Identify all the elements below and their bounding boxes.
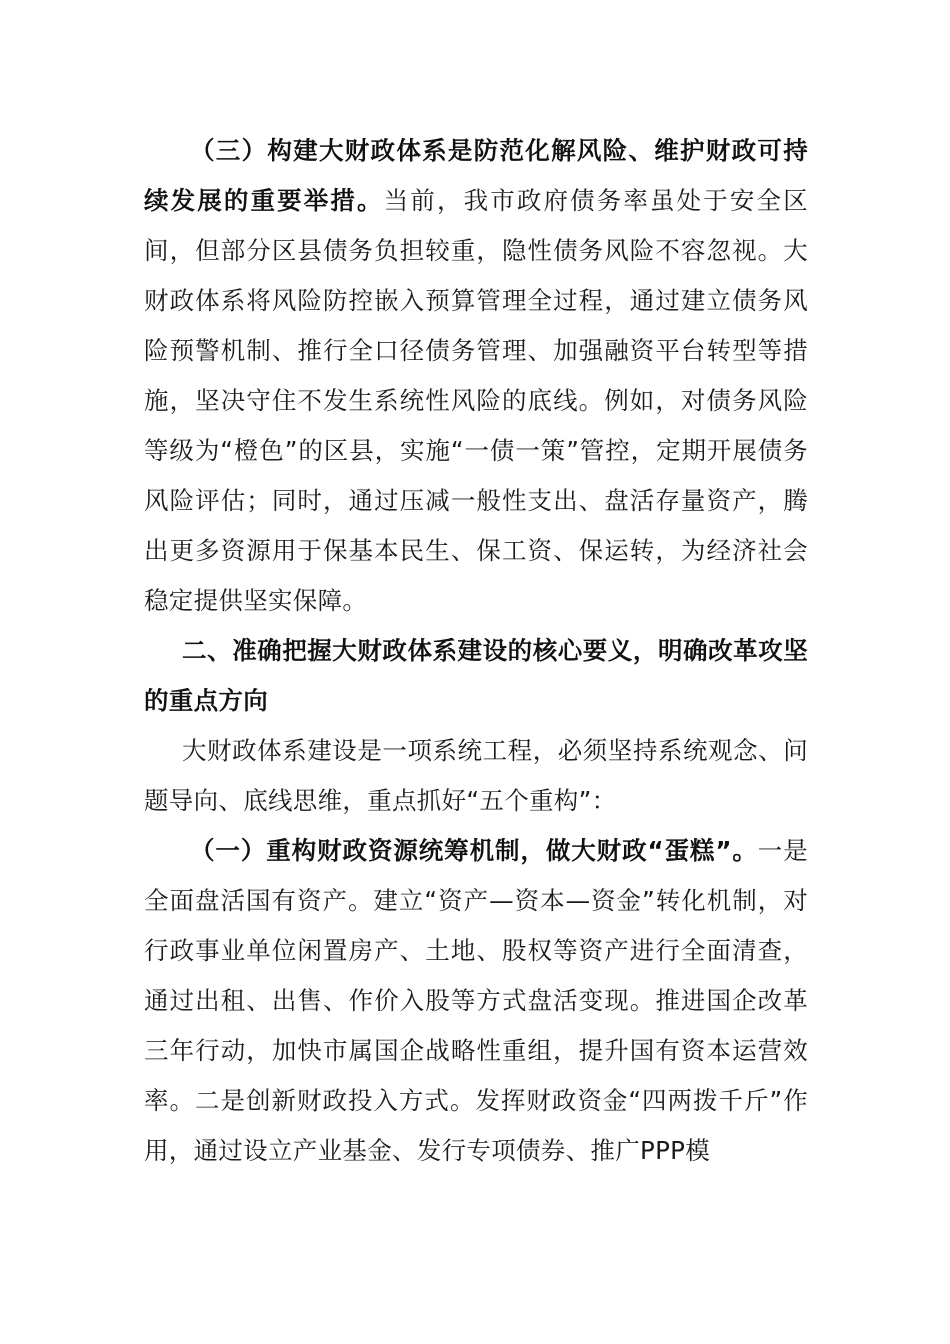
paragraph-body-text: 当前，我市政府债务率虽处于安全区间，但部分区县债务负担较重，隐性债务风险不容忽视。大财政体系将风险防控嵌入预算管理全过程，通过建立债务风险预警机制、推行全口径债务管理、加强融资平台转型等措施，坚决守住不发生系统性风险的底线。例如，对债务风险等级为“橙色”的区县，实施“一债一策”管控，定期开展债务风险评估；同时，通过压减一般性支出、盘活存量资产，腾出更多资源用于保基本民生、保工资、保运转，为经济社会稳定提供坚实保障。	[144, 186, 808, 615]
paragraph-risk-prevention	[144, 126, 808, 626]
document-body	[144, 126, 808, 1176]
section-heading-two: 二、准确把握大财政体系建设的核心要义，明确改革攻坚的重点方向	[144, 636, 808, 715]
subsection-heading-one: （一）重构财政资源统筹机制，做大财政“蛋糕”。	[190, 836, 758, 865]
paragraph-body-text: 一是全面盘活国有资产。建立“资产—资本—资金”转化机制，对行政事业单位闲置房产、土地、股权等资产进行全面清查，通过出租、出售、作价入股等方式盘活变现。推进国企改革三年行动，加快市属国企战略性重组，提升国有资本运营效率。二是创新财政投入方式。发挥财政资金“四两拨千斤”作用，通过设立产业基金、发行专项债券、推广PPP模	[144, 836, 808, 1165]
intro-paragraph: 大财政体系建设是一项系统工程，必须坚持系统观念、问题导向、底线思维，重点抓好“五个重构”：	[144, 736, 808, 815]
subsection-heading-three: （三）构建大财政体系是防范化解风险、维护财政可持续发展的重要举措。	[144, 136, 808, 215]
paragraph-resource-coordination	[144, 826, 808, 1176]
